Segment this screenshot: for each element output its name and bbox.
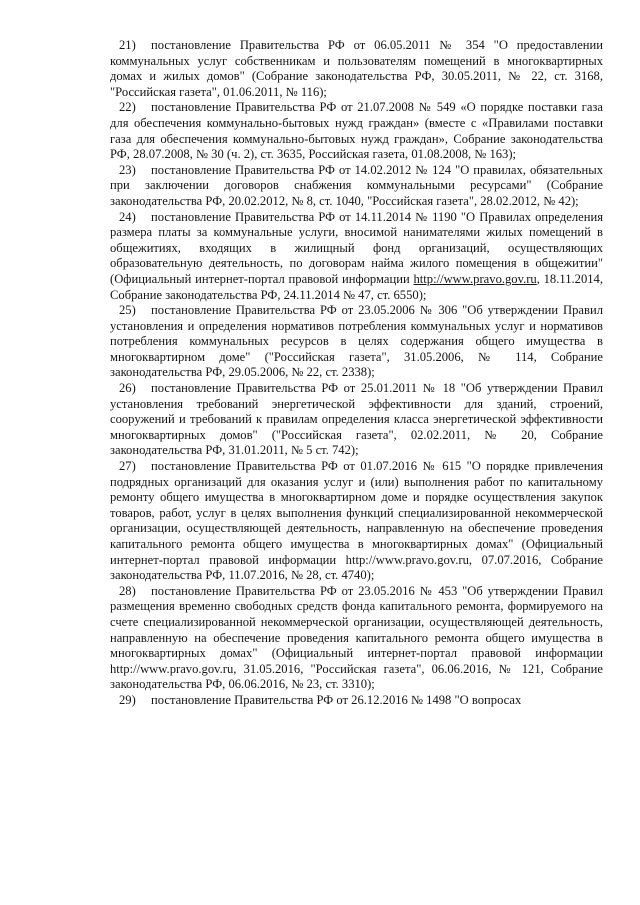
list-item (110, 381, 603, 459)
pravo-link[interactable]: http://www.pravo.gov.ru (413, 271, 537, 286)
item-text: постановление Правительства РФ от 14.11.2014 № 1190 "О Правилах определения размера платы за коммунальные услуги, вносимой нанимателями жилых помещений в общежитиях, входящих в жилищный фонд организаций, осуществляющих образовательную деятельность, по договорам найма жилого помещения в общежитии" (Официальный интернет-портал правовой информации (110, 209, 603, 286)
item-text: постановление Правительства РФ от 26.12.2016 № 1498 "О вопросах (151, 692, 522, 707)
list-item (110, 693, 603, 709)
document-body (110, 38, 603, 709)
item-number: 25) (119, 303, 136, 318)
list-item (110, 210, 603, 304)
list-item (110, 38, 603, 100)
list-item (110, 163, 603, 210)
item-text: постановление Правительства РФ от 06.05.2011 № 354 "О предоставлении коммунальных услуг собственникам и пользователям помещений в многоквартирных домах и жилых домов" (Собрание законодательства РФ, 30.05.2011, № 22, ст. 3168, "Российская газета", 01.06.2011, № 116); (110, 38, 603, 99)
item-number: 22) (119, 100, 136, 115)
item-text: постановление Правительства РФ от 21.07.2008 № 549 «О порядке поставки газа для обеспечения коммунально-бытовых нужд граждан» (вместе с «Правилами поставки газа для обеспечения коммунально-бытовых нужд граждан», Собрание законодательства РФ, 28.07.2008, № 30 (ч. 2), ст. 3635, Российская газета, 01.08.2008, № 163); (110, 100, 603, 162)
item-number: 28) (119, 583, 136, 598)
list-item (110, 584, 603, 693)
item-number: 24) (119, 209, 136, 224)
item-text: постановление Правительства РФ от 01.07.2016 № 615 "О порядке привлечения подрядных организаций для оказания услуг и (или) выполнения работ по капитальному ремонту общего имущества в многоквартирном доме и порядке осуществления закупок товаров, работ, услуг в целях выполнения функций специализированной некоммерческой организации, осуществляющей деятельность, направленную на обеспечение проведения капитального ремонта общего имущества в многоквартирных домах" (Официальный интернет-портал правовой информации http://www.pravo.gov.ru, 07.07.2016, Собрание законодательства РФ, 11.07.2016, № 28, ст. 4740); (110, 459, 603, 583)
item-number: 21) (119, 38, 136, 52)
list-item (110, 303, 603, 381)
list-item (110, 459, 603, 584)
item-text: постановление Правительства РФ от 25.01.2011 № 18 "Об утверждении Правил установления требований энергетической эффективности для зданий, строений, сооружений и требований к правилам определения класса энергетической эффективности многоквартирных домов" ("Российская газета", 02.02.2011, № 20, Собрание законодательства РФ, 31.01.2011, № 5 ст. 742); (110, 381, 603, 458)
list-item (110, 100, 603, 162)
item-number: 23) (119, 162, 136, 177)
item-text: постановление Правительства РФ от 23.05.2006 № 306 "Об утверждении Правил установления и определения нормативов потребления коммунальных услуг и нормативов потребления коммунальных ресурсов в целях содержания общего имущества в многоквартирном доме" ("Российская газета", 31.05.2006, № 114, Собрание законодательства РФ, 29.05.2006, № 22, ст. 2338); (110, 303, 603, 380)
item-number: 27) (119, 459, 136, 474)
item-number: 26) (119, 381, 136, 396)
item-text: постановление Правительства РФ от 14.02.2012 № 124 "О правилах, обязательных при заключении договоров снабжения коммунальными ресурсами" (Собрание законодательства РФ, 20.02.2012, № 8, ст. 1040, "Российская газета", 28.02.2012, № 42); (110, 162, 603, 208)
item-text: , 18.11.2014, Собрание законодательства РФ, 24.11.2014 № 47, ст. 6550); (110, 271, 603, 302)
item-number: 29) (119, 692, 136, 707)
item-text: постановление Правительства РФ от 23.05.2016 № 453 "Об утверждении Правил размещения временно свободных средств фонда капитального ремонта, формируемого на счете специализированной некоммерческой организации, осуществляющей деятельность, направленную на обеспечение проведения капитального ремонта общего имущества в многоквартирных домах" (Официальный интернет-портал правовой информации http://www.pravo.gov.ru, 31.05.2016, "Российская газета", 06.06.2016, № 121, Собрание законодательства РФ, 06.06.2016, № 23, ст. 3310); (110, 583, 603, 692)
